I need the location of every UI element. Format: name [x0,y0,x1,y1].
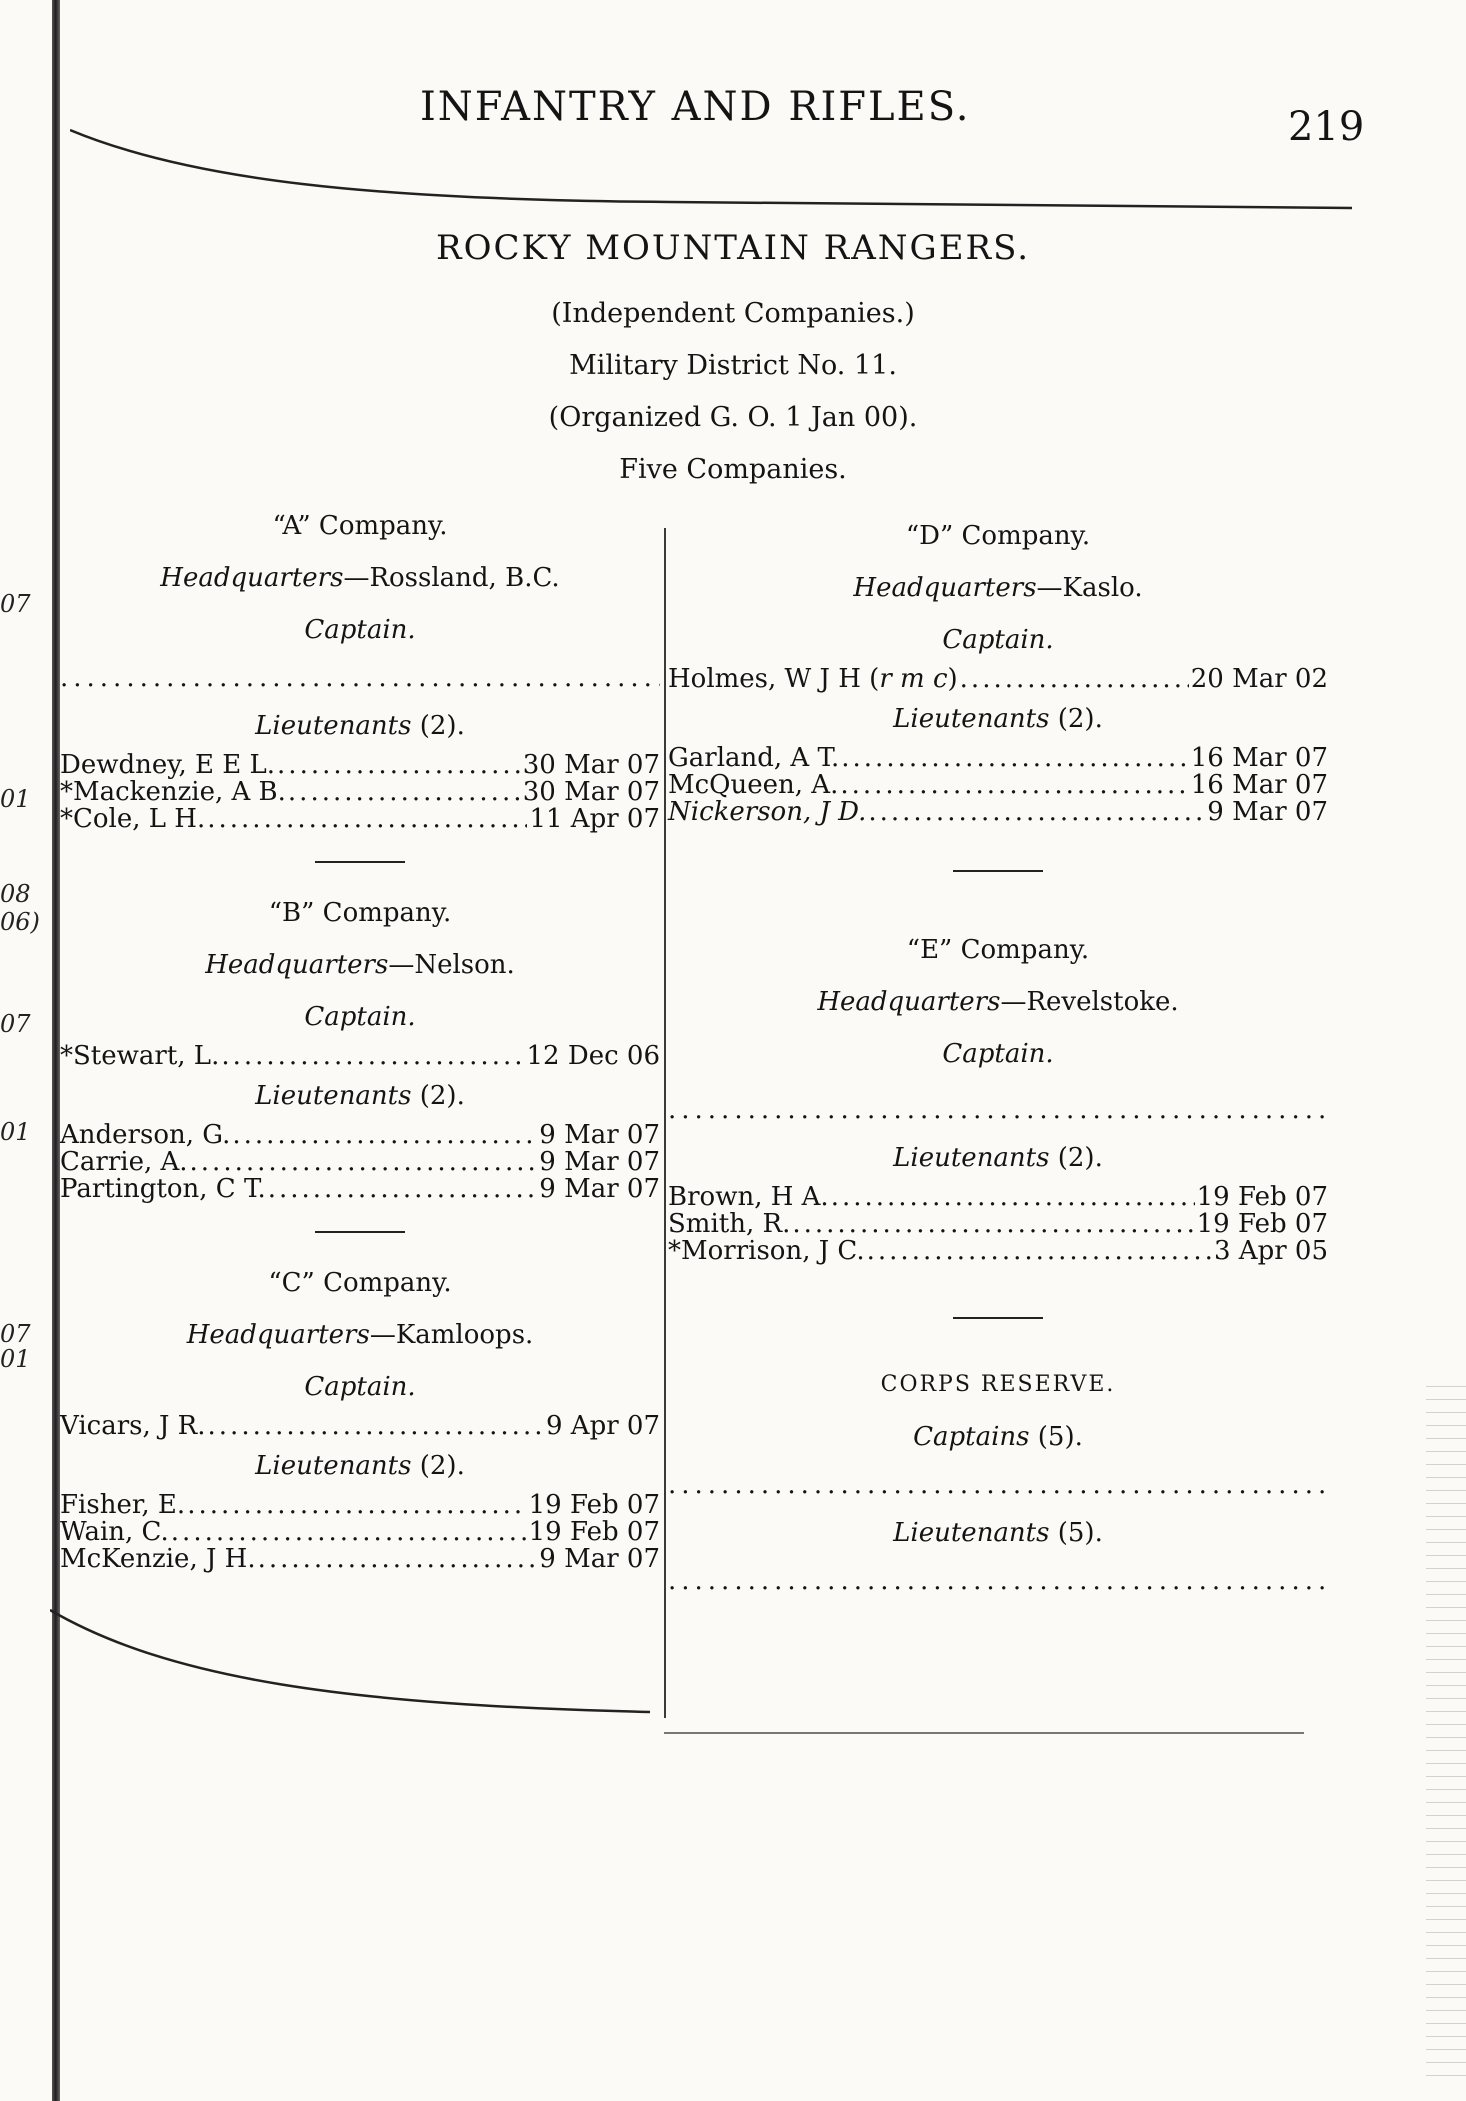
lieutenants-label: Lieutenants [255,1451,412,1481]
left-column [60,500,660,1573]
officer-name: Carrie, A. [60,1147,188,1177]
captain-heading: Captain. [942,625,1054,655]
officer-entry [668,1238,1328,1265]
header-rule [70,120,1352,215]
officer-entry [60,779,660,806]
headquarters-line [60,552,660,604]
section-rule [315,861,405,863]
running-title: INFANTRY AND RIFLES. [420,84,971,130]
bottom-rule [664,1732,1304,1734]
headquarters-label: Headquarters [186,1320,370,1350]
officer-date: 9 Mar 07 [539,1544,660,1574]
officer-name: Partington, C T. [60,1174,266,1204]
officer-name: Smith, R. [668,1209,791,1239]
officer-name: Anderson, G. [60,1120,231,1150]
lieutenants-count: (2). [411,1451,465,1481]
right-column [668,500,1328,1603]
officer-date: 16 Mar 07 [1190,743,1328,773]
captains-count: (5). [1029,1422,1083,1452]
section-rule [953,1317,1043,1319]
leader-dots [840,772,1188,799]
officer-name: *Morrison, J C. [668,1236,865,1266]
section-rule [315,1231,405,1233]
company-title: “A” Company. [272,511,448,541]
vacant-captains-line [668,1463,1328,1507]
leader-dots [258,1546,538,1573]
captain-heading: Captain. [942,1039,1054,1069]
officer-date: 19 Feb 07 [528,1517,660,1547]
lieutenants-count: (2). [411,711,465,741]
captains-label: Captains [913,1422,1030,1452]
company-d [668,510,1328,872]
headquarters-line [668,976,1328,1028]
lieutenants-label: Lieutenants [893,1518,1050,1548]
officer-date: 9 Mar 07 [539,1120,660,1150]
leader-dots [187,1492,526,1519]
margin-fragment: 07 [0,1010,31,1038]
officer-name: Nickerson, J D. [668,797,867,827]
officer-date: 30 Mar 07 [522,777,660,807]
margin-fragment: 07 [0,1320,31,1348]
margin-fragment: 01 [0,1345,31,1373]
headquarters-place: —Nelson. [388,950,515,980]
leader-dots [190,1149,538,1176]
column-divider [664,528,666,1718]
lieutenants-heading [60,700,660,752]
page-number: 219 [1288,104,1365,150]
leader-dots [208,1413,544,1440]
officer-entry [60,1043,660,1070]
officer-name: McQueen, A. [668,770,839,800]
headquarters-place: —Kamloops. [369,1320,534,1350]
officer-name: Wain, C. [60,1517,169,1547]
officer-name: *Mackenzie, A B. [60,777,286,807]
vacant-captain-line [60,656,660,700]
margin-fragment: 07 [0,590,31,618]
lieutenants-heading [668,1507,1328,1559]
officer-name: Dewdney, E E L. [60,750,276,780]
officer-name: *Cole, L H. [60,804,206,834]
headquarters-place: —Rossland, B.C. [343,563,560,593]
officer-name-main: Holmes, W J H ( [668,664,880,694]
officer-date: 19 Feb 07 [1196,1182,1328,1212]
officer-name: Fisher, E. [60,1490,186,1520]
captain-heading: Captain. [304,615,416,645]
headquarters-place: —Kaslo. [1036,573,1143,603]
officer-date: 16 Mar 07 [1190,770,1328,800]
lieutenants-count: (2). [411,1081,465,1111]
vacant-lieutenants-line [668,1559,1328,1603]
margin-fragment: 01 [0,785,31,813]
officer-name-end: ) [947,664,958,694]
officer-entry [60,1176,660,1203]
company-b [60,887,660,1233]
lieutenants-heading [60,1440,660,1492]
leader-dots [277,752,521,779]
officer-entry [60,806,660,833]
leader-dots [831,1184,1195,1211]
vacant-captain-line [668,1088,1328,1132]
officer-entry [668,745,1328,772]
officer-date: 9 Mar 07 [539,1174,660,1204]
officer-entry [60,1413,660,1440]
subtitle-line: Military District No. 11. [569,350,897,381]
officer-date: 30 Mar 07 [522,750,660,780]
captain-heading: Captain. [304,1002,416,1032]
lieutenants-count: (5). [1049,1518,1103,1548]
leader-dots [171,1519,527,1546]
headquarters-label: Headquarters [853,573,1037,603]
leader-dots [868,799,1205,826]
lieutenants-count: (2). [1049,704,1103,734]
lieutenants-count: (2). [1049,1143,1103,1173]
officer-date: 3 Apr 05 [1213,1236,1328,1266]
headquarters-line [60,1309,660,1361]
officer-date: 19 Feb 07 [528,1490,660,1520]
officer-entry [668,799,1328,826]
margin-fragment: 06) [0,908,40,936]
company-title: “C” Company. [268,1268,452,1298]
leader-dots [221,1043,524,1070]
headquarters-label: Headquarters [817,987,1001,1017]
headquarters-place: —Revelstoke. [1000,987,1179,1017]
margin-fragment: 01 [0,1118,31,1146]
headquarters-label: Headquarters [160,563,344,593]
lieutenants-label: Lieutenants [893,704,1050,734]
reserve-title: CORPS RESERVE. [880,1372,1116,1397]
leader-dots [288,779,521,806]
officer-entry [668,1184,1328,1211]
lieutenants-label: Lieutenants [255,711,412,741]
lieutenants-label: Lieutenants [893,1143,1050,1173]
captain-heading: Captain. [304,1372,416,1402]
company-title: “D” Company. [905,521,1091,551]
officer-entry [668,1211,1328,1238]
officer-name: McKenzie, J H. [60,1544,256,1574]
officer-entry [668,772,1328,799]
officer-name: Garland, A T. [668,743,840,773]
officer-date: 9 Mar 07 [539,1147,660,1177]
leader-dots [960,666,1189,693]
lieutenants-heading [668,1132,1328,1184]
leader-dots [841,745,1188,772]
officer-name: Brown, H A. [668,1182,829,1212]
officer-entry [60,1149,660,1176]
leader-dots [792,1211,1194,1238]
officer-entry [60,1122,660,1149]
officer-entry [60,1546,660,1573]
company-title: “B” Company. [268,898,452,928]
officer-entry [60,1492,660,1519]
corps-reserve [668,1359,1328,1603]
page-title: ROCKY MOUNTAIN RANGERS. [435,228,1031,268]
leader-dots [867,1238,1212,1265]
page-curl-line [50,1600,650,1720]
officer-date: 20 Mar 02 [1190,664,1328,694]
subtitle-line: Five Companies. [619,454,847,485]
company-c [60,1257,660,1573]
officer-date: 9 Mar 07 [1207,797,1328,827]
leader-dots [268,1176,538,1203]
leader-dots [232,1122,537,1149]
lieutenants-heading [668,693,1328,745]
headquarters-line [60,939,660,991]
company-e [668,924,1328,1319]
headquarters-label: Headquarters [205,950,389,980]
page-edge-noise [1426,1380,1466,2080]
officer-name: Vicars, J R. [60,1411,206,1441]
subtitle-line: (Independent Companies.) [551,298,915,329]
company-a [60,500,660,863]
subtitle-line: (Organized G. O. 1 Jan 00). [548,402,918,433]
officer-date: 19 Feb 07 [1196,1209,1328,1239]
company-title: “E” Company. [906,935,1090,965]
officer-name: *Stewart, L. [60,1041,220,1071]
leader-dots [207,806,527,833]
lieutenants-heading [60,1070,660,1122]
officer-entry [60,1519,660,1546]
margin-fragment: 08 [0,880,31,908]
officer-entry [60,752,660,779]
section-rule [953,870,1043,872]
officer-entry [668,666,1328,693]
officer-name [668,666,958,693]
officer-qualification: r m c [879,664,948,694]
officer-date: 12 Dec 06 [526,1041,660,1071]
headquarters-line [668,562,1328,614]
captains-heading [668,1411,1328,1463]
officer-date: 11 Apr 07 [529,804,660,834]
officer-date: 9 Apr 07 [545,1411,660,1441]
lieutenants-label: Lieutenants [255,1081,412,1111]
